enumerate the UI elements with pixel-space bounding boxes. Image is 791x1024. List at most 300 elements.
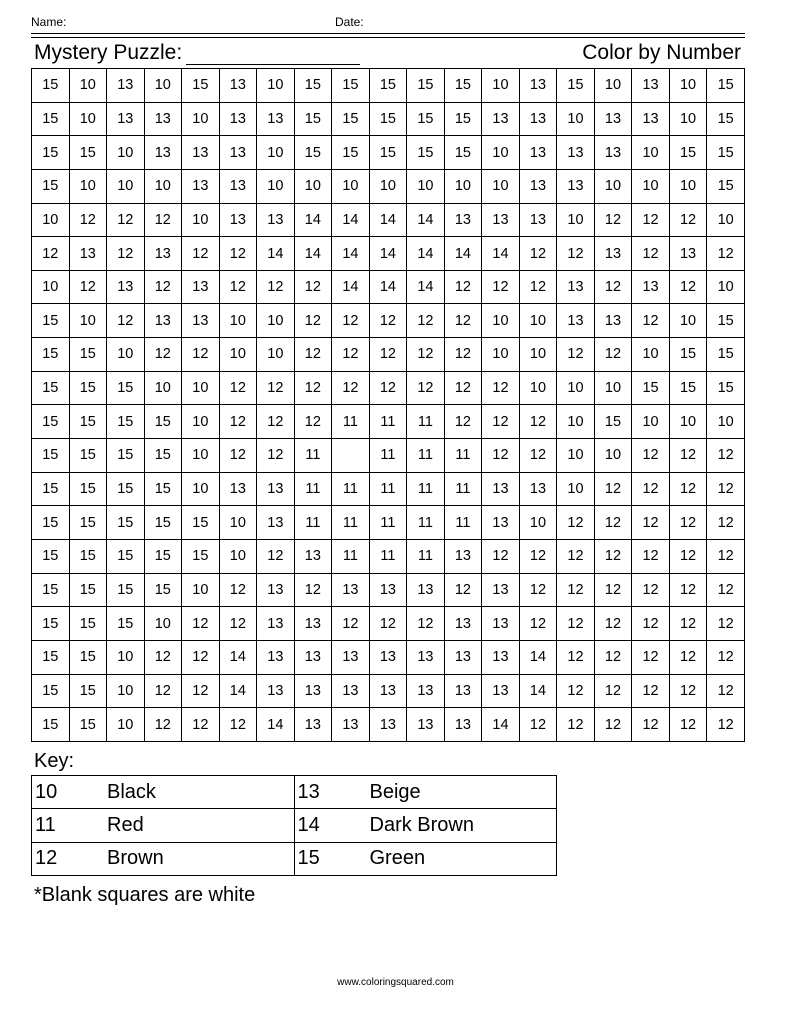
grid-cell: 15 bbox=[407, 136, 445, 170]
grid-cell: 12 bbox=[69, 270, 107, 304]
grid-cell: 15 bbox=[182, 69, 220, 103]
grid-cell: 12 bbox=[444, 338, 482, 372]
grid-cell: 12 bbox=[557, 573, 595, 607]
grid-cell: 12 bbox=[107, 304, 145, 338]
grid-cell: 12 bbox=[594, 708, 632, 742]
grid-cell: 10 bbox=[482, 338, 520, 372]
grid-cell: 13 bbox=[294, 708, 332, 742]
grid-cell: 11 bbox=[332, 472, 370, 506]
grid-cell: 13 bbox=[557, 169, 595, 203]
grid-cell: 12 bbox=[557, 708, 595, 742]
grid-cell: 10 bbox=[482, 136, 520, 170]
grid-cell: 13 bbox=[444, 674, 482, 708]
grid-cell: 15 bbox=[144, 405, 182, 439]
key-label: Key: bbox=[34, 750, 75, 772]
grid-cell: 12 bbox=[219, 439, 257, 473]
grid-cell: 11 bbox=[294, 506, 332, 540]
header-rule-top bbox=[31, 33, 745, 34]
grid-row bbox=[32, 640, 745, 674]
grid-cell: 10 bbox=[219, 539, 257, 573]
key-entry bbox=[294, 809, 557, 842]
grid-cell: 14 bbox=[257, 237, 295, 271]
grid-cell: 11 bbox=[407, 506, 445, 540]
grid-cell: 12 bbox=[594, 203, 632, 237]
grid-cell: 13 bbox=[519, 203, 557, 237]
grid-cell: 15 bbox=[107, 539, 145, 573]
grid-cell: 14 bbox=[294, 203, 332, 237]
grid-cell: 15 bbox=[294, 102, 332, 136]
grid-cell: 15 bbox=[69, 472, 107, 506]
grid-cell: 10 bbox=[407, 169, 445, 203]
grid-cell: 13 bbox=[594, 102, 632, 136]
key-color-name: Red bbox=[107, 813, 144, 836]
grid-cell: 13 bbox=[519, 472, 557, 506]
grid-cell: 13 bbox=[294, 539, 332, 573]
grid-row bbox=[32, 506, 745, 540]
grid-cell: 15 bbox=[332, 69, 370, 103]
key-number: 15 bbox=[297, 847, 320, 870]
grid-cell: 13 bbox=[369, 674, 407, 708]
grid-cell: 10 bbox=[107, 640, 145, 674]
grid-cell: 15 bbox=[32, 371, 70, 405]
grid-cell: 12 bbox=[707, 539, 745, 573]
grid-cell: 12 bbox=[294, 304, 332, 338]
grid-cell: 12 bbox=[219, 708, 257, 742]
grid-cell: 12 bbox=[632, 640, 670, 674]
grid-cell: 12 bbox=[144, 338, 182, 372]
footer-url: www.coloringsquared.com bbox=[337, 977, 454, 988]
grid-cell: 15 bbox=[332, 102, 370, 136]
page-subtitle: Color by Number bbox=[582, 41, 741, 64]
grid-row bbox=[32, 472, 745, 506]
grid-cell: 10 bbox=[219, 338, 257, 372]
grid-cell: 13 bbox=[669, 237, 707, 271]
grid-cell: 10 bbox=[669, 102, 707, 136]
grid-cell: 12 bbox=[332, 304, 370, 338]
grid-cell: 10 bbox=[557, 203, 595, 237]
grid-cell: 13 bbox=[482, 640, 520, 674]
grid-cell: 12 bbox=[219, 270, 257, 304]
grid-cell: 10 bbox=[144, 371, 182, 405]
grid-cell: 14 bbox=[332, 203, 370, 237]
grid-cell: 12 bbox=[632, 674, 670, 708]
grid-cell: 12 bbox=[707, 237, 745, 271]
grid-row bbox=[32, 237, 745, 271]
grid-cell: 13 bbox=[594, 304, 632, 338]
grid-cell: 12 bbox=[557, 539, 595, 573]
grid-cell: 12 bbox=[107, 203, 145, 237]
grid-cell: 15 bbox=[707, 304, 745, 338]
grid-cell: 12 bbox=[632, 708, 670, 742]
grid-cell: 12 bbox=[407, 338, 445, 372]
key-entry bbox=[294, 842, 557, 875]
grid-cell: 11 bbox=[444, 472, 482, 506]
grid-cell: 14 bbox=[444, 237, 482, 271]
grid-cell: 15 bbox=[669, 371, 707, 405]
grid-cell: 10 bbox=[519, 506, 557, 540]
grid-cell: 14 bbox=[369, 270, 407, 304]
grid-cell: 11 bbox=[332, 405, 370, 439]
grid-cell: 12 bbox=[669, 640, 707, 674]
grid-cell: 13 bbox=[332, 640, 370, 674]
key-color-name: Beige bbox=[369, 780, 421, 803]
grid-cell: 15 bbox=[32, 304, 70, 338]
grid-cell: 15 bbox=[32, 573, 70, 607]
grid-cell: 13 bbox=[369, 640, 407, 674]
grid-cell: 12 bbox=[557, 237, 595, 271]
grid-cell: 12 bbox=[519, 607, 557, 641]
grid-row bbox=[32, 371, 745, 405]
grid-cell: 10 bbox=[519, 304, 557, 338]
grid-cell: 10 bbox=[594, 371, 632, 405]
grid-cell: 12 bbox=[144, 270, 182, 304]
grid-cell: 12 bbox=[219, 371, 257, 405]
grid-cell: 10 bbox=[482, 169, 520, 203]
grid-cell: 13 bbox=[407, 640, 445, 674]
grid-cell: 13 bbox=[257, 573, 295, 607]
grid-cell: 13 bbox=[482, 573, 520, 607]
grid-cell: 11 bbox=[294, 472, 332, 506]
grid-cell: 12 bbox=[444, 304, 482, 338]
grid-cell: 12 bbox=[257, 371, 295, 405]
grid-cell: 12 bbox=[669, 203, 707, 237]
key-number: 14 bbox=[297, 813, 320, 836]
grid-cell: 12 bbox=[407, 304, 445, 338]
grid-cell: 11 bbox=[407, 439, 445, 473]
grid-cell: 12 bbox=[519, 237, 557, 271]
grid-cell: 10 bbox=[369, 169, 407, 203]
grid-cell: 12 bbox=[332, 607, 370, 641]
grid-cell: 12 bbox=[182, 674, 220, 708]
grid-cell: 10 bbox=[257, 69, 295, 103]
grid-cell: 11 bbox=[444, 506, 482, 540]
grid-cell: 12 bbox=[407, 607, 445, 641]
grid-cell: 12 bbox=[632, 472, 670, 506]
grid-cell: 10 bbox=[107, 708, 145, 742]
grid-cell: 12 bbox=[669, 607, 707, 641]
grid-cell: 15 bbox=[107, 573, 145, 607]
grid-cell: 13 bbox=[182, 136, 220, 170]
grid-cell: 12 bbox=[107, 237, 145, 271]
grid-row bbox=[32, 338, 745, 372]
grid-cell: 10 bbox=[632, 136, 670, 170]
grid-cell: 12 bbox=[219, 405, 257, 439]
grid-cell: 12 bbox=[294, 573, 332, 607]
grid-cell: 12 bbox=[482, 439, 520, 473]
grid-cell: 12 bbox=[557, 640, 595, 674]
grid-cell: 13 bbox=[257, 203, 295, 237]
grid-row bbox=[32, 203, 745, 237]
grid-cell: 10 bbox=[594, 69, 632, 103]
grid-cell: 15 bbox=[369, 69, 407, 103]
grid-cell: 12 bbox=[669, 472, 707, 506]
grid-row bbox=[32, 405, 745, 439]
grid-cell: 12 bbox=[557, 674, 595, 708]
grid-cell: 12 bbox=[69, 203, 107, 237]
grid-cell: 12 bbox=[144, 203, 182, 237]
grid-cell: 15 bbox=[369, 136, 407, 170]
grid-row bbox=[32, 169, 745, 203]
grid-cell: 15 bbox=[32, 169, 70, 203]
grid-cell: 12 bbox=[669, 674, 707, 708]
grid-cell: 10 bbox=[632, 169, 670, 203]
grid-cell: 10 bbox=[69, 169, 107, 203]
grid-cell: 13 bbox=[219, 102, 257, 136]
grid-cell: 15 bbox=[32, 472, 70, 506]
key-entry bbox=[294, 776, 557, 809]
grid-cell: 12 bbox=[369, 607, 407, 641]
grid-cell: 12 bbox=[557, 607, 595, 641]
grid-cell: 15 bbox=[707, 69, 745, 103]
key-entry bbox=[32, 842, 295, 875]
grid-cell: 12 bbox=[257, 539, 295, 573]
grid-cell: 15 bbox=[69, 674, 107, 708]
grid-cell: 15 bbox=[444, 102, 482, 136]
grid-cell: 12 bbox=[519, 708, 557, 742]
grid-cell: 12 bbox=[482, 405, 520, 439]
grid-cell: 13 bbox=[294, 607, 332, 641]
grid-cell: 13 bbox=[144, 102, 182, 136]
grid-cell: 13 bbox=[69, 237, 107, 271]
key-color-name: Brown bbox=[107, 847, 164, 870]
grid-cell: 15 bbox=[407, 102, 445, 136]
grid-cell: 14 bbox=[219, 640, 257, 674]
grid-cell: 13 bbox=[557, 270, 595, 304]
grid-cell: 15 bbox=[707, 169, 745, 203]
grid-cell: 15 bbox=[707, 338, 745, 372]
grid-row bbox=[32, 304, 745, 338]
grid-cell: 12 bbox=[444, 405, 482, 439]
grid-cell: 14 bbox=[519, 640, 557, 674]
grid-cell: 14 bbox=[369, 203, 407, 237]
grid-cell: 13 bbox=[632, 270, 670, 304]
grid-cell: 15 bbox=[144, 539, 182, 573]
grid-cell: 11 bbox=[332, 539, 370, 573]
grid-cell: 12 bbox=[632, 506, 670, 540]
color-key-table bbox=[31, 775, 557, 876]
grid-cell: 13 bbox=[144, 237, 182, 271]
grid-cell: 15 bbox=[69, 539, 107, 573]
grid-cell: 10 bbox=[144, 69, 182, 103]
grid-cell: 15 bbox=[69, 338, 107, 372]
grid-cell: 13 bbox=[294, 640, 332, 674]
grid-cell: 12 bbox=[669, 708, 707, 742]
grid-cell: 13 bbox=[182, 304, 220, 338]
grid-cell: 13 bbox=[219, 69, 257, 103]
grid-cell: 15 bbox=[294, 69, 332, 103]
grid-cell: 15 bbox=[669, 136, 707, 170]
grid-cell: 10 bbox=[144, 607, 182, 641]
grid-cell: 13 bbox=[144, 136, 182, 170]
grid-cell: 10 bbox=[632, 338, 670, 372]
grid-cell: 12 bbox=[594, 640, 632, 674]
grid-cell: 10 bbox=[669, 69, 707, 103]
grid-cell: 10 bbox=[69, 69, 107, 103]
grid-cell: 13 bbox=[332, 674, 370, 708]
grid-cell: 15 bbox=[669, 338, 707, 372]
grid-cell: 12 bbox=[482, 539, 520, 573]
grid-cell: 12 bbox=[482, 270, 520, 304]
grid-cell: 10 bbox=[294, 169, 332, 203]
grid-cell: 14 bbox=[369, 237, 407, 271]
grid-cell: 13 bbox=[482, 607, 520, 641]
grid-cell: 10 bbox=[332, 169, 370, 203]
key-row bbox=[32, 776, 557, 809]
blank-squares-note: *Blank squares are white bbox=[34, 884, 256, 906]
grid-cell: 13 bbox=[369, 708, 407, 742]
grid-cell: 12 bbox=[257, 270, 295, 304]
grid-cell: 10 bbox=[219, 506, 257, 540]
puzzle-grid bbox=[31, 68, 745, 742]
grid-cell: 12 bbox=[594, 270, 632, 304]
grid-cell: 12 bbox=[257, 405, 295, 439]
grid-cell: 10 bbox=[519, 338, 557, 372]
grid-cell: 13 bbox=[182, 169, 220, 203]
grid-cell: 12 bbox=[632, 607, 670, 641]
grid-cell: 13 bbox=[519, 69, 557, 103]
key-color-name: Dark Brown bbox=[369, 813, 474, 836]
grid-cell: 14 bbox=[219, 674, 257, 708]
grid-cell: 10 bbox=[669, 405, 707, 439]
grid-cell: 12 bbox=[144, 674, 182, 708]
grid-cell: 12 bbox=[144, 640, 182, 674]
grid-cell: 12 bbox=[632, 304, 670, 338]
grid-cell: 12 bbox=[32, 237, 70, 271]
grid-cell: 15 bbox=[144, 472, 182, 506]
grid-cell: 12 bbox=[482, 371, 520, 405]
grid-cell: 12 bbox=[257, 439, 295, 473]
grid-cell: 13 bbox=[482, 506, 520, 540]
grid-cell: 15 bbox=[707, 102, 745, 136]
grid-cell: 13 bbox=[257, 506, 295, 540]
grid-cell: 13 bbox=[519, 169, 557, 203]
grid-cell: 11 bbox=[444, 439, 482, 473]
grid-cell: 10 bbox=[557, 439, 595, 473]
grid-row bbox=[32, 136, 745, 170]
grid-cell: 12 bbox=[444, 371, 482, 405]
grid-cell: 15 bbox=[182, 506, 220, 540]
grid-cell: 13 bbox=[107, 270, 145, 304]
grid-cell: 10 bbox=[182, 405, 220, 439]
grid-cell: 13 bbox=[219, 136, 257, 170]
grid-cell: 13 bbox=[107, 102, 145, 136]
grid-cell: 15 bbox=[332, 136, 370, 170]
grid-cell: 13 bbox=[632, 69, 670, 103]
grid-cell: 13 bbox=[482, 203, 520, 237]
grid-cell: 15 bbox=[182, 539, 220, 573]
key-row bbox=[32, 809, 557, 842]
grid-cell: 15 bbox=[369, 102, 407, 136]
grid-cell: 15 bbox=[107, 506, 145, 540]
grid-cell: 12 bbox=[182, 338, 220, 372]
grid-cell: 12 bbox=[369, 371, 407, 405]
grid-cell: 12 bbox=[594, 506, 632, 540]
grid-cell: 13 bbox=[444, 640, 482, 674]
grid-cell: 13 bbox=[332, 573, 370, 607]
grid-cell: 15 bbox=[32, 506, 70, 540]
grid-cell: 14 bbox=[407, 203, 445, 237]
grid-cell: 10 bbox=[444, 169, 482, 203]
header-line bbox=[31, 14, 745, 34]
grid-cell: 10 bbox=[257, 338, 295, 372]
grid-cell: 10 bbox=[182, 371, 220, 405]
grid-cell: 12 bbox=[594, 674, 632, 708]
grid-cell: 13 bbox=[332, 708, 370, 742]
grid-cell: 12 bbox=[707, 506, 745, 540]
grid-cell: 13 bbox=[444, 539, 482, 573]
grid-cell: 15 bbox=[707, 371, 745, 405]
grid-cell: 11 bbox=[332, 506, 370, 540]
grid-cell: 12 bbox=[219, 237, 257, 271]
grid-cell: 13 bbox=[482, 472, 520, 506]
grid-cell: 12 bbox=[219, 607, 257, 641]
grid-cell: 10 bbox=[32, 203, 70, 237]
grid-cell: 13 bbox=[557, 136, 595, 170]
grid-cell: 10 bbox=[257, 169, 295, 203]
grid-cell: 10 bbox=[669, 169, 707, 203]
grid-cell: 10 bbox=[182, 573, 220, 607]
grid-cell: 10 bbox=[257, 136, 295, 170]
grid-cell: 11 bbox=[407, 405, 445, 439]
grid-row bbox=[32, 708, 745, 742]
grid-cell: 15 bbox=[107, 439, 145, 473]
grid-cell: 12 bbox=[707, 640, 745, 674]
grid-cell: 15 bbox=[32, 338, 70, 372]
grid-cell: 12 bbox=[707, 573, 745, 607]
grid-cell: 15 bbox=[69, 708, 107, 742]
grid-cell: 12 bbox=[594, 338, 632, 372]
grid-cell: 15 bbox=[32, 405, 70, 439]
grid-cell: 15 bbox=[444, 69, 482, 103]
grid-cell: 12 bbox=[557, 506, 595, 540]
grid-cell: 15 bbox=[107, 472, 145, 506]
grid-cell: 15 bbox=[69, 640, 107, 674]
grid-cell: 12 bbox=[669, 439, 707, 473]
grid-cell: 15 bbox=[107, 405, 145, 439]
grid-cell: 10 bbox=[707, 405, 745, 439]
key-number: 10 bbox=[35, 780, 58, 803]
header-rule-bottom bbox=[31, 37, 745, 38]
grid-cell: 15 bbox=[69, 371, 107, 405]
grid-cell: 10 bbox=[182, 102, 220, 136]
grid-cell: 15 bbox=[32, 607, 70, 641]
grid-cell: 15 bbox=[32, 439, 70, 473]
grid-cell: 13 bbox=[519, 102, 557, 136]
grid-cell: 15 bbox=[32, 102, 70, 136]
grid-cell: 12 bbox=[369, 338, 407, 372]
grid-cell: 11 bbox=[369, 472, 407, 506]
grid-cell: 12 bbox=[182, 640, 220, 674]
grid-cell: 14 bbox=[332, 237, 370, 271]
grid-cell: 13 bbox=[257, 472, 295, 506]
grid-cell: 15 bbox=[144, 506, 182, 540]
date-label: Date: bbox=[335, 15, 364, 29]
grid-cell: 12 bbox=[632, 203, 670, 237]
name-label: Name: bbox=[31, 15, 67, 29]
grid-cell: 12 bbox=[519, 573, 557, 607]
grid-cell: 10 bbox=[482, 304, 520, 338]
title-answer-blank bbox=[186, 44, 360, 65]
grid-cell: 12 bbox=[182, 708, 220, 742]
grid-cell: 13 bbox=[444, 708, 482, 742]
grid-cell: 13 bbox=[482, 102, 520, 136]
grid-cell: 12 bbox=[594, 539, 632, 573]
grid-cell: 13 bbox=[557, 304, 595, 338]
grid-cell: 15 bbox=[407, 69, 445, 103]
grid-cell: 12 bbox=[594, 573, 632, 607]
grid-cell: 13 bbox=[107, 69, 145, 103]
grid-cell: 10 bbox=[594, 439, 632, 473]
